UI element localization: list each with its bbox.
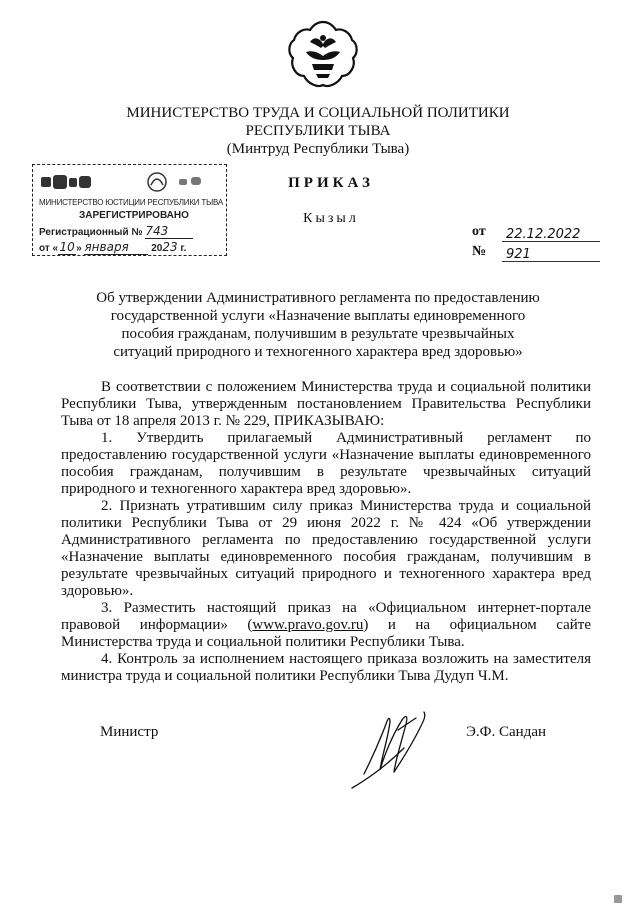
ministry-emblem-icon [286,18,360,92]
stamp-date-row [39,240,186,255]
ministry-name-line1: МИНИСТЕРСТВО ТРУДА И СОЦИАЛЬНОЙ ПОЛИТИКИ [126,105,510,121]
body-item-4: 4. Контроль за исполнением настоящего приказа возложить на заместителя министра труда и социальной политики Республики Тыва Дудуп Ч.М. [61,651,591,684]
registration-stamp [32,164,227,256]
stamp-date-sep: » [76,243,82,254]
body-item-3-text-a: 3. Разместить настоящий приказ на «Официальном интернет-портале правовой информации» ( [61,600,591,633]
pravo-link[interactable]: www.pravo.gov.ru [252,617,364,633]
ministry-short-name: (Минтруд Республики Тыва) [226,141,410,157]
stamp-reg-number: 743 [145,224,193,239]
order-body [61,379,591,685]
order-date-label: от [472,224,486,239]
stamp-org-line: МИНИСТЕРСТВО ЮСТИЦИИ РЕСПУБЛИКИ ТЫВА [39,198,223,207]
ministry-name-line2: РЕСПУБЛИКИ ТЫВА [245,123,391,139]
order-number-label: № [472,244,487,259]
ministry-header [60,104,576,158]
stamp-registered: ЗАРЕГИСТРИРОВАНО [79,210,189,221]
stamp-reg-number-row [39,224,193,239]
stamp-date-day: 10 [59,240,75,254]
order-city: Кызыл [303,211,359,226]
order-meta [472,224,600,264]
order-subject: Об утверждении Административного регламента по предоставлению государственной услуги «Назначение выплаты единовременного пособия гражданам, получившим в результате чрезвычайных ситуаций природного и техногенного характера вред здоровью» [96,290,540,360]
scan-corner-mark [614,895,622,903]
order-title: ПРИКАЗ [288,175,374,191]
signer-position: Министр [100,724,159,740]
stamp-date-prefix: от « [39,243,59,254]
body-item-1: 1. Утвердить прилагаемый Административный регламент по предоставлению государственной услуги «Назначение выплаты единовременного пособия гражданам, получившим в результате чрезвычайных ситуаций природного и техногенного характера вред здоровью». [61,430,591,497]
stamp-date-month: января [84,240,148,255]
stamp-date-suffix: г. [180,243,187,254]
order-date-line [472,224,600,244]
body-item-3 [61,600,591,651]
order-number-line [472,244,600,264]
stamp-date-year-suffix: 23 [162,240,178,254]
body-item-2: 2. Признать утратившим силу приказ Министерства труда и социальной политики Республики Тыва от 29 июня 2022 г. № 424 «Об утверждении Административного регламента по предоставлению государственной услуги «Назначение выплаты единовременного пособия гражданам, получившим в результате чрезвычайных ситуаций природного и техногенного характера вред здоровью». [61,498,591,599]
body-preamble: В соответствии с положением Министерства труда и социальной политики Республики Тыва, утвержденным постановлением Правительства Республики Тыва от 18 апреля 2013 г. № 229, ПРИКАЗЫВАЮ: [61,379,591,429]
handwritten-signature-icon [346,700,436,792]
body-item-3-text-b: ) и на официальном сайте Министерства труда и социальной политики Республики Тыва. [61,617,591,650]
stamp-emblem-icon [39,171,219,193]
signer-name: Э.Ф. Сандан [466,724,547,740]
order-number-value: 921 [506,247,531,262]
stamp-reg-label: Регистрационный № [39,227,143,238]
stamp-date-year-prefix: 20 [151,243,163,254]
order-date-value: 22.12.2022 [506,227,581,242]
